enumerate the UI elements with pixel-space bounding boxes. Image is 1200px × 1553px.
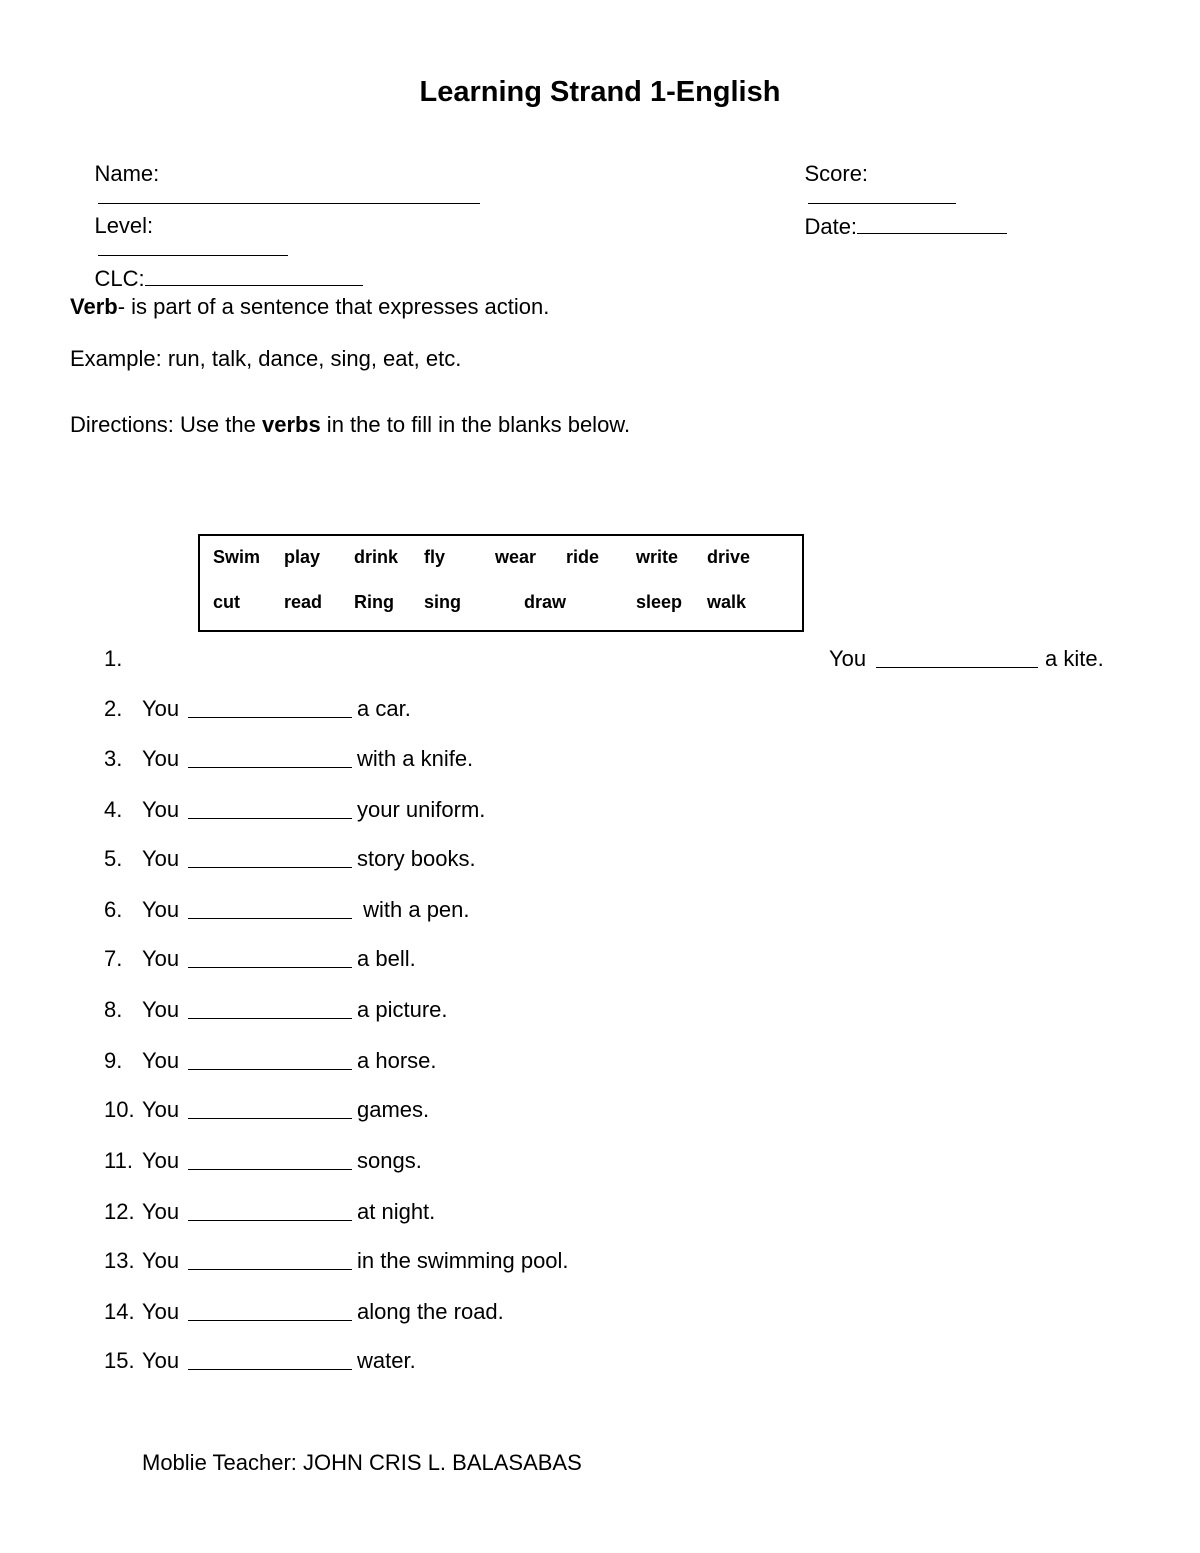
answer-blank[interactable] xyxy=(188,717,352,718)
item-number: 11. xyxy=(104,1148,133,1173)
item-number: 8. xyxy=(104,997,123,1022)
answer-blank[interactable] xyxy=(188,1118,352,1119)
item-number: 12. xyxy=(104,1199,135,1224)
item-number: 9. xyxy=(104,1048,123,1073)
answer-blank[interactable] xyxy=(188,1220,352,1221)
word-bank-word: cut xyxy=(213,592,240,612)
item-number: 6. xyxy=(104,897,123,922)
item-you: You xyxy=(142,1097,180,1122)
date-blank[interactable] xyxy=(857,215,1007,234)
item-you: You xyxy=(142,1048,180,1073)
name-label: Name: xyxy=(94,161,160,186)
word-bank-word: Swim xyxy=(213,547,261,567)
item-you: You xyxy=(829,646,867,671)
score-label: Score: xyxy=(804,161,869,186)
item-number: 14. xyxy=(104,1299,135,1324)
answer-blank[interactable] xyxy=(188,1269,352,1270)
word-bank-word: sleep xyxy=(636,592,683,612)
word-bank-word: drive xyxy=(707,547,751,567)
word-bank-word: sing xyxy=(424,592,462,612)
item-rest: story books. xyxy=(357,846,476,871)
answer-blank[interactable] xyxy=(188,1069,352,1070)
answer-blank[interactable] xyxy=(188,767,352,768)
word-bank-word: Ring xyxy=(354,592,394,612)
item-number: 2. xyxy=(104,696,123,721)
word-bank-word: draw xyxy=(524,592,567,612)
directions-bold: verbs xyxy=(261,412,321,437)
clc-label: CLC: xyxy=(94,266,145,291)
page-title: Learning Strand 1-English xyxy=(419,76,781,108)
answer-blank[interactable] xyxy=(188,1018,352,1019)
answer-blank[interactable] xyxy=(188,818,352,819)
item-number: 4. xyxy=(104,797,123,822)
answer-blank[interactable] xyxy=(188,918,352,919)
item-rest: a picture. xyxy=(357,997,448,1022)
item-rest: a kite. xyxy=(1045,646,1104,671)
item-you: You xyxy=(142,696,180,721)
answer-blank[interactable] xyxy=(188,1320,352,1321)
example-line: Example: run, talk, dance, sing, eat, etc. xyxy=(70,346,462,371)
item-you: You xyxy=(142,1248,180,1273)
directions xyxy=(70,414,630,436)
clc-blank[interactable] xyxy=(145,267,363,286)
word-bank-word: play xyxy=(284,547,321,567)
item-you: You xyxy=(142,1199,180,1224)
item-rest: a car. xyxy=(357,696,411,721)
verb-definition xyxy=(70,296,549,318)
word-bank-word: walk xyxy=(707,592,747,612)
answer-blank[interactable] xyxy=(188,967,352,968)
item-rest: at night. xyxy=(357,1199,436,1224)
item-you: You xyxy=(142,846,180,871)
word-bank-word: fly xyxy=(424,547,446,567)
directions-after: in the to fill in the blanks below. xyxy=(320,412,631,437)
item-you: You xyxy=(142,1148,180,1173)
word-bank-word: read xyxy=(284,592,323,612)
word-bank-word: write xyxy=(636,547,679,567)
teacher-footer: Moblie Teacher: JOHN CRIS L. BALASABAS xyxy=(142,1450,582,1475)
level-label: Level: xyxy=(94,213,154,238)
item-rest: a bell. xyxy=(357,946,416,971)
item-you: You xyxy=(142,1299,180,1324)
word-bank-word: ride xyxy=(566,547,600,567)
item-rest: a horse. xyxy=(357,1048,437,1073)
item-rest: your uniform. xyxy=(357,797,486,822)
item-you: You xyxy=(142,897,180,922)
word-bank-word: drink xyxy=(354,547,399,567)
item-you: You xyxy=(142,946,180,971)
item-you: You xyxy=(142,746,180,771)
item-rest: along the road. xyxy=(357,1299,504,1324)
item-number: 10. xyxy=(104,1097,135,1122)
item-rest: with a knife. xyxy=(357,746,474,771)
item-number: 13. xyxy=(104,1248,135,1273)
answer-blank[interactable] xyxy=(188,1169,352,1170)
item-you: You xyxy=(142,1348,180,1373)
item-rest: with a pen. xyxy=(357,897,470,922)
date-label: Date: xyxy=(804,214,858,239)
item-number: 3. xyxy=(104,746,123,771)
item-number: 5. xyxy=(104,846,123,871)
item-rest: water. xyxy=(357,1348,416,1373)
item-rest: songs. xyxy=(357,1148,422,1173)
answer-blank[interactable] xyxy=(188,867,352,868)
directions-before: Directions: Use the xyxy=(70,412,262,437)
item-number: 15. xyxy=(104,1348,135,1373)
item-you: You xyxy=(142,797,180,822)
date-field xyxy=(780,193,1007,260)
definition-term: Verb xyxy=(70,294,118,319)
item-rest: in the swimming pool. xyxy=(357,1248,569,1273)
answer-blank[interactable] xyxy=(188,1369,352,1370)
item-you: You xyxy=(142,997,180,1022)
definition-text: - is part of a sentence that expresses action. xyxy=(117,294,550,319)
item-rest: games. xyxy=(357,1097,430,1122)
item-number: 7. xyxy=(104,946,123,971)
item-number: 1. xyxy=(104,646,123,671)
answer-blank[interactable] xyxy=(876,667,1038,668)
word-bank-word: wear xyxy=(495,547,537,567)
